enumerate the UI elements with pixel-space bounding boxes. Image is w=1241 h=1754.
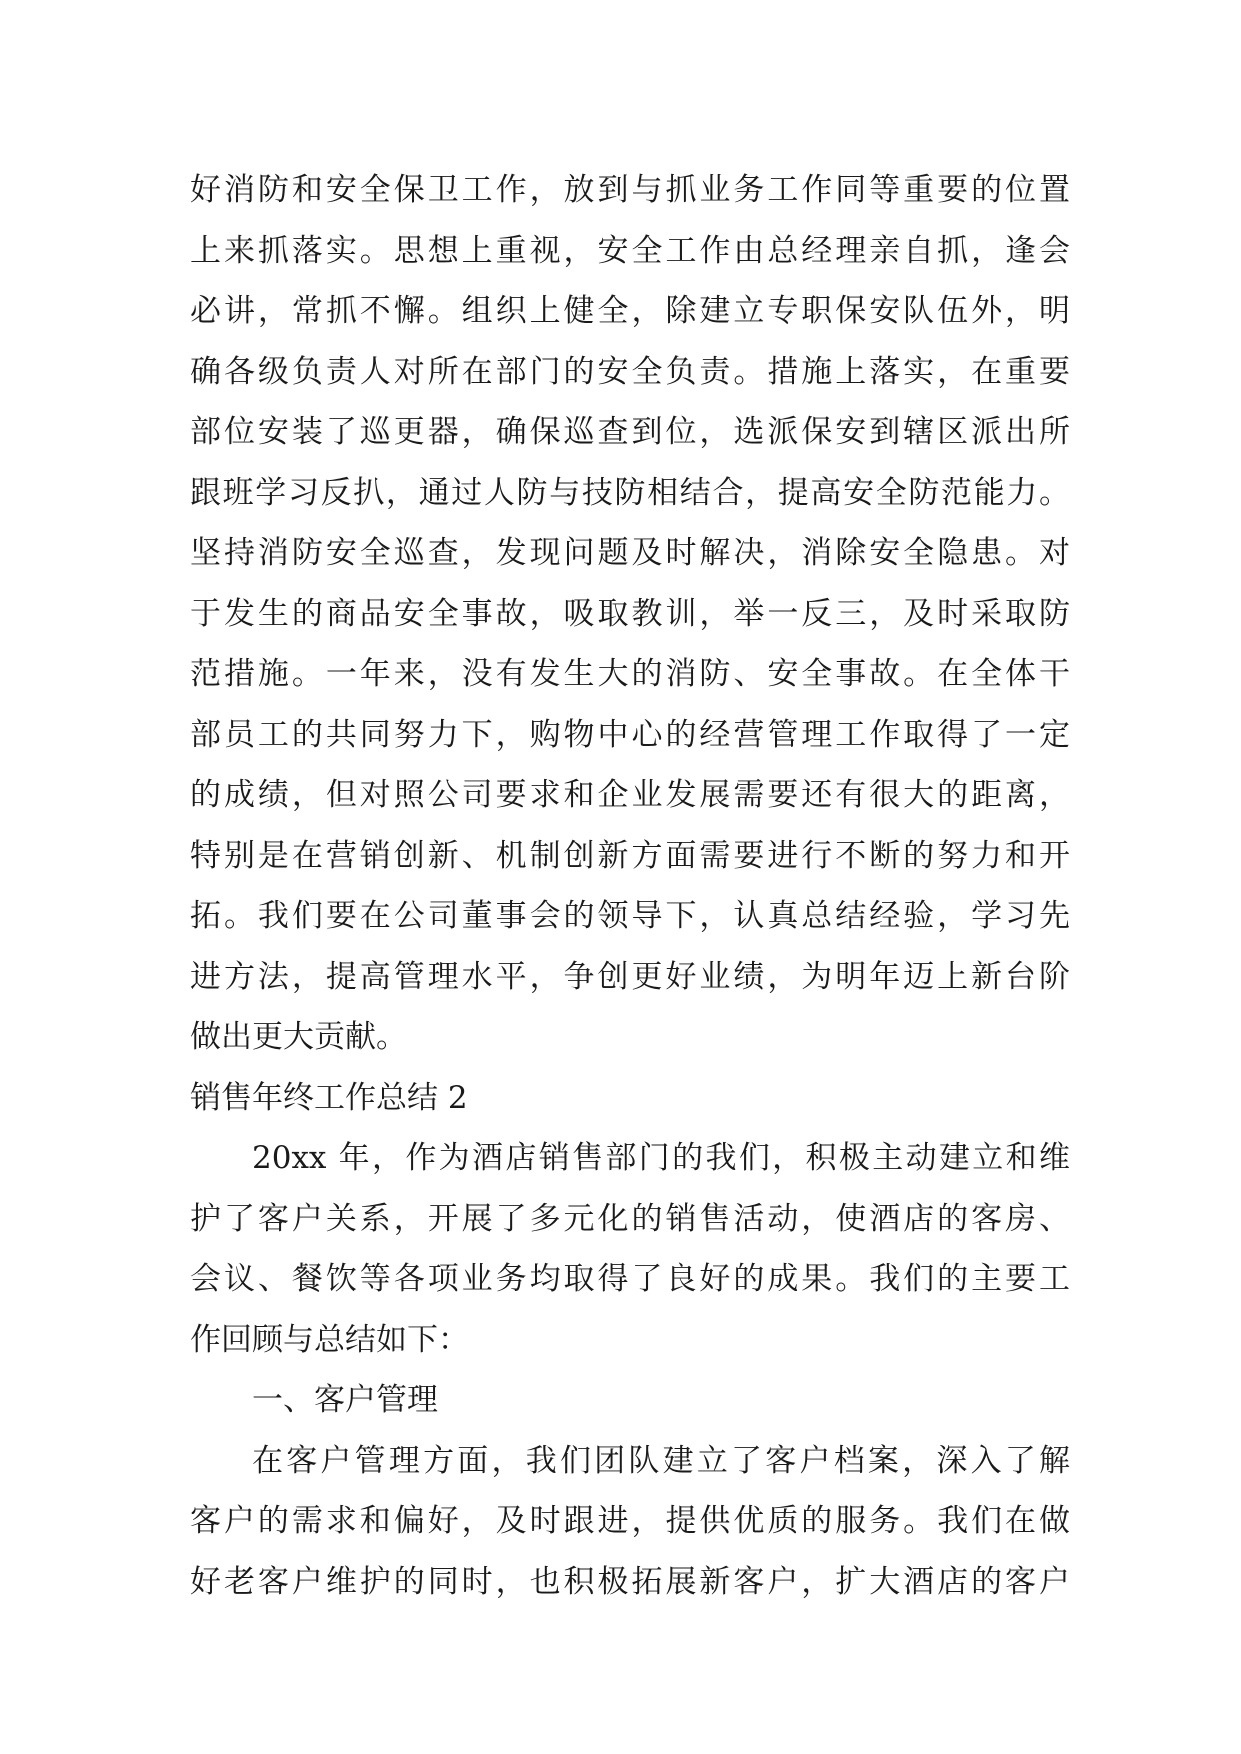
text-line: 上来抓落实。思想上重视，安全工作由总经理亲自抓，逢会 (190, 232, 1070, 269)
text-line: 拓。我们要在公司董事会的领导下，认真总结经验，学习先 (190, 898, 1070, 934)
text-line: 部位安装了巡更器，确保巡查到位，选派保安到辖区派出所 (190, 414, 1070, 450)
text-line: 会议、餐饮等各项业务均取得了良好的成果。我们的主要工 (190, 1261, 1070, 1297)
subheading: 一、客户管理 (252, 1382, 438, 1418)
text-line: 部员工的共同努力下，购物中心的经营管理工作取得了一定 (190, 716, 1070, 753)
text-line: 跟班学习反扒，通过人防与技防相结合，提高安全防范能力。 (190, 474, 1070, 511)
text-line: 的成绩，但对照公司要求和企业发展需要还有很大的距离， (190, 777, 1070, 813)
text-line: 范措施。一年来，没有发生大的消防、安全事故。在全体干 (190, 656, 1070, 692)
text-line: 作回顾与总结如下： (190, 1321, 469, 1358)
section-title: 销售年终工作总结 2 (190, 1079, 468, 1116)
text-line: 护了客户关系，开展了多元化的销售活动，使酒店的客房、 (190, 1200, 1070, 1237)
document-body (190, 160, 1070, 1612)
text-line: 客户的需求和偏好，及时跟进，提供优质的服务。我们在做 (190, 1503, 1070, 1539)
text-line: 于发生的商品安全事故，吸取教训，举一反三，及时采取防 (190, 595, 1070, 632)
text-line: 好消防和安全保卫工作，放到与抓业务工作同等重要的位置 (190, 172, 1070, 208)
text-line: 20xx 年，作为酒店销售部门的我们，积极主动建立和维 (252, 1140, 1070, 1176)
text-line: 好老客户维护的同时，也积极拓展新客户，扩大酒店的客户 (190, 1563, 1070, 1600)
text-line: 必讲，常抓不懈。组织上健全，除建立专职保安队伍外，明 (190, 293, 1070, 329)
text-line: 进方法，提高管理水平，争创更好业绩，为明年迈上新台阶 (190, 958, 1070, 995)
text-line: 坚持消防安全巡查，发现问题及时解决，消除安全隐患。对 (190, 535, 1070, 571)
text-line: 在客户管理方面，我们团队建立了客户档案，深入了解 (252, 1442, 1070, 1479)
text-line: 做出更大贡献。 (190, 1019, 407, 1055)
text-line: 确各级负责人对所在部门的安全负责。措施上落实，在重要 (190, 353, 1070, 390)
text-line: 特别是在营销创新、机制创新方面需要进行不断的努力和开 (190, 837, 1070, 874)
